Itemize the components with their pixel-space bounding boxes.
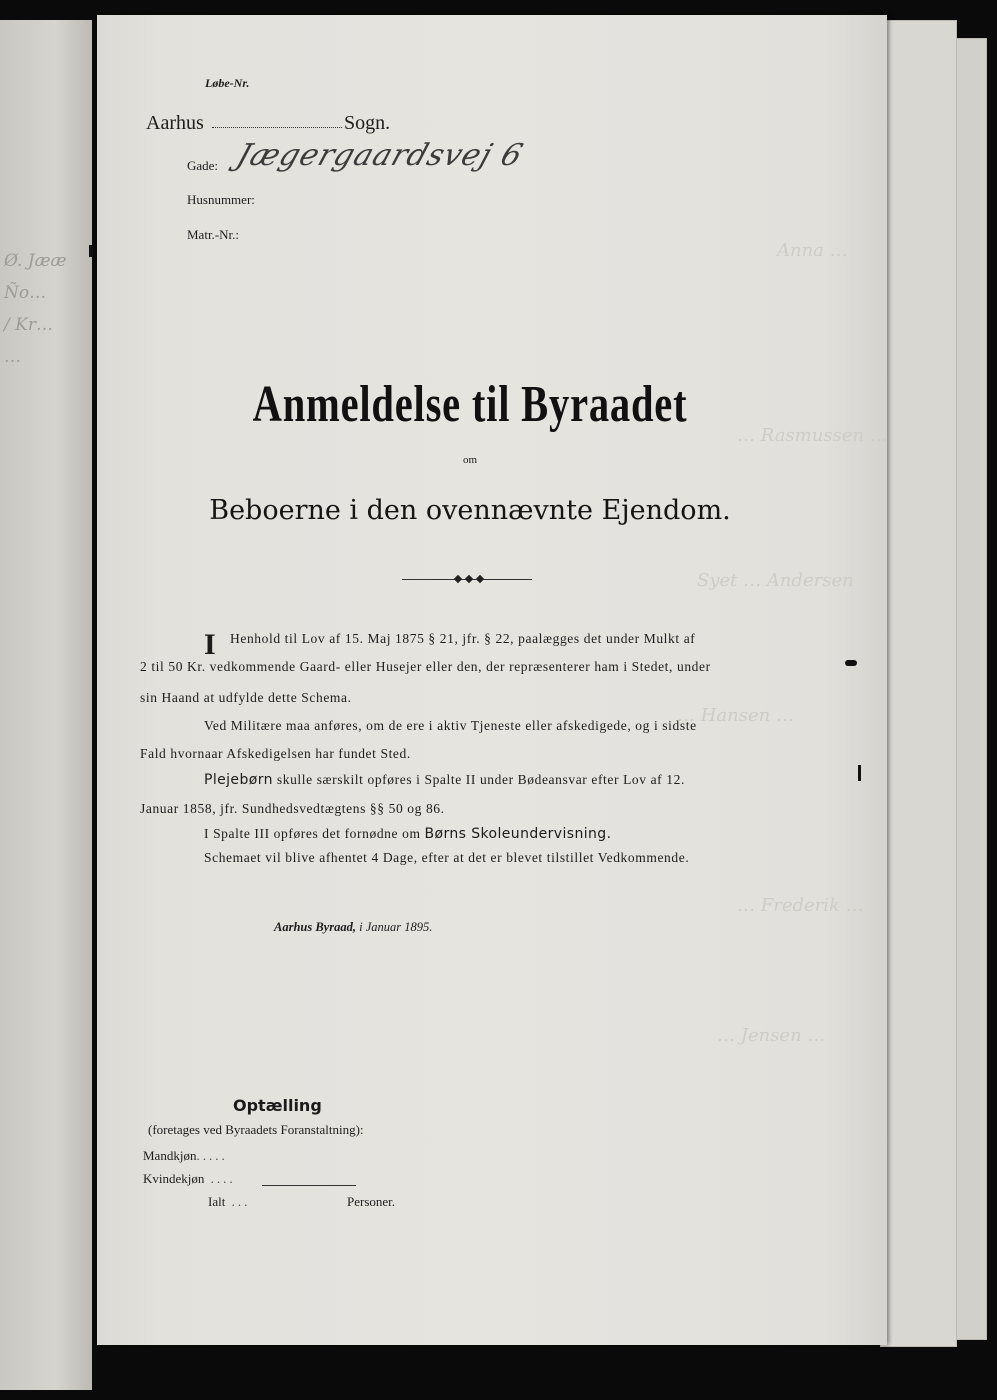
paragraph-1-line-1: Henhold til Lov af 15. Maj 1875 § 21, jfr. § 22, paalægges det under Mulkt af <box>230 631 696 646</box>
gade-handwritten-value: Jægergaardsvej 6 <box>232 138 528 173</box>
emphasis-schooling: Børns Skoleundervisning. <box>424 826 612 842</box>
signature-line <box>274 920 432 935</box>
paragraph-2-line-2: Fald hvornaar Afskedigelsen har fundet Sted. <box>140 746 411 761</box>
left-fragment: Ño… <box>4 283 47 303</box>
drop-initial: I <box>204 628 217 661</box>
sogn-label: Sogn. <box>344 112 391 134</box>
background-sheet <box>880 20 957 1347</box>
left-facing-page <box>0 20 92 1390</box>
kvindekjon-label <box>143 1171 236 1187</box>
bleed-through-handwriting: … Rasmussen … <box>737 425 888 446</box>
mandkjon-text: Mandkjøn <box>143 1148 197 1163</box>
sum-rule <box>262 1185 356 1186</box>
matr-nr-label: Matr.-Nr.: <box>187 227 239 242</box>
paragraph-5: Schemaet vil blive afhentet 4 Dage, efter at det er blevet tilstillet Vedkommende. <box>204 850 690 865</box>
document-title: Anmeldelse til Byraadet <box>252 376 688 433</box>
dot-leader: ... <box>225 1194 251 1209</box>
sogn-dotted-field <box>212 127 342 128</box>
gade-label: Gade: <box>187 158 219 173</box>
bleed-through-handwriting: Anna … <box>777 240 848 261</box>
signature-date: i Januar 1895. <box>359 920 433 934</box>
ink-blot <box>858 765 861 781</box>
signature-org: Aarhus Byraad, <box>274 920 356 934</box>
binding-mark <box>89 245 93 257</box>
mandkjon-label <box>143 1148 228 1164</box>
form-page <box>97 15 887 1345</box>
left-fragment: … <box>4 347 21 367</box>
bleed-through-handwriting: … Jensen … <box>717 1025 826 1046</box>
ialt-label <box>208 1194 250 1210</box>
document-subtitle: Beboerne i den ovennævnte Ejendom. <box>209 495 731 526</box>
left-fragment: Ø. Jææ <box>4 251 67 271</box>
dot-leader: .... <box>204 1171 236 1186</box>
ink-blot <box>845 660 857 666</box>
left-fragment: / Kr… <box>4 315 53 335</box>
bleed-through-handwriting: Syet … Andersen <box>697 570 854 591</box>
paragraph-2-line-1: Ved Militære maa anføres, om de ere i aktiv Tjeneste eller afskedigede, og i sidste <box>204 718 697 733</box>
title-connector: om <box>462 454 478 466</box>
paragraph-4-text: I Spalte III opføres det fornødne om <box>204 826 421 841</box>
emphasis-plejeborn: Plejebørn <box>204 772 273 788</box>
dot-leader: ..... <box>196 1148 228 1163</box>
husnummer-label: Husnummer: <box>187 192 255 207</box>
paragraph-4 <box>204 826 611 842</box>
bleed-through-handwriting: … Hansen … <box>677 705 794 726</box>
count-title: Optælling <box>233 1096 322 1115</box>
left-page-bleed-text <box>4 245 67 373</box>
paragraph-3-text: skulle særskilt opføres i Spalte II under Bødeansvar efter Lov af 12. <box>276 772 685 787</box>
bleed-through-handwriting: … Frederik … <box>737 895 864 916</box>
loebe-nr-label: Løbe-Nr. <box>205 76 250 90</box>
paragraph-1-line-3: sin Haand at udfylde dette Schema. <box>140 690 352 705</box>
kvindekjon-text: Kvindekjøn <box>143 1171 205 1186</box>
aarhus-label: Aarhus <box>146 112 204 134</box>
paragraph-3-line-2: Januar 1858, jfr. Sundhedsvedtægtens §§ 50 og 86. <box>140 801 445 816</box>
paragraph-1-initial <box>204 628 222 662</box>
paragraph-3-line-1 <box>204 772 685 788</box>
ialt-text: Ialt <box>208 1194 226 1209</box>
count-subtitle: (foretages ved Byraadets Foranstaltning): <box>148 1122 364 1137</box>
paragraph-1-line-2: 2 til 50 Kr. vedkommende Gaard- eller Husejer eller den, der repræsenterer ham i Stedet, under <box>140 659 711 674</box>
personer-label: Personer. <box>347 1194 396 1209</box>
